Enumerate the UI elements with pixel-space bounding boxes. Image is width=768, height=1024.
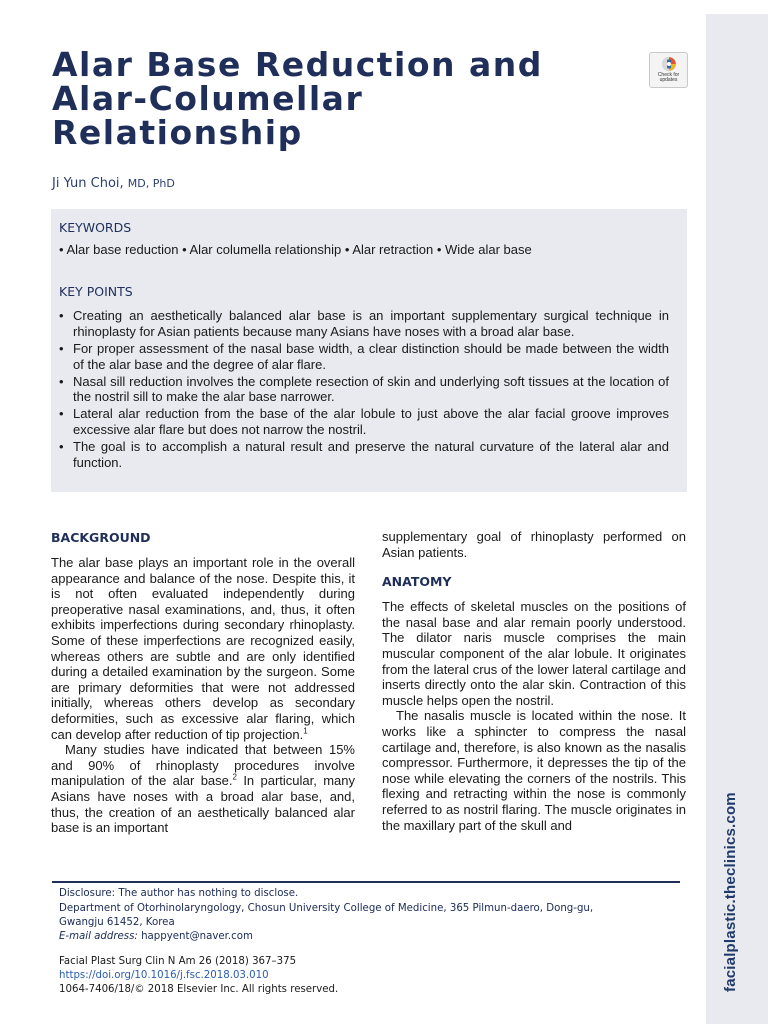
key-point-text: Nasal sill reduction involves the complete resection of skin and underlying soft tissues at the location of the nostril sill to make the alar base narrower. — [73, 373, 669, 405]
footer-divider — [52, 881, 680, 883]
crossmark-icon — [661, 56, 677, 72]
check-for-updates-label: updates — [659, 77, 678, 83]
key-points-list — [59, 308, 669, 472]
bullet: • — [59, 439, 64, 455]
affiliation-text: Department of Otorhinolaryngology, Chosun University College of Medicine, 365 Pilmun-daero, Dong-gu, — [59, 903, 594, 914]
article-title — [52, 45, 652, 152]
doi-link[interactable]: https://doi.org/10.1016/j.fsc.2018.03.010 — [59, 970, 269, 981]
paragraph-text: The alar base plays an important role in the overall appearance and balance of the nose. Despite this, it is not often evaluated independently during preoperative nasal examinations, and, thus, it often exhibits imperfections during secondary rhinoplasty. Some of these imperfections are recognized easily, whereas others are subtle and are only identified during a detailed examination by the surgeon. Some are primary deformities that were not addressed initially, whereas others develop as secondary deformities, such as excessive alar flaring, which can develop after reduction of tip projection. — [51, 555, 355, 742]
left-column — [51, 529, 355, 836]
author-line — [52, 176, 175, 191]
journal-citation: Facial Plast Surg Clin N Am 26 (2018) 367–375 — [59, 956, 297, 967]
paragraph-text: In particular, many Asians have noses with a broad alar base, and, thus, the creation of an aesthetically balanced alar base is an important — [51, 773, 356, 836]
bullet: • — [59, 373, 64, 389]
key-point-text: Creating an aesthetically balanced alar base is an important supplementary surgical technique in rhinoplasty for Asian patients because many Asians have noses with a broad alar base. — [73, 308, 669, 339]
key-points-heading: KEY POINTS — [59, 284, 133, 299]
bullet: • — [59, 308, 64, 323]
author-degrees: MD, PhD — [127, 177, 175, 190]
bullet: • — [59, 406, 64, 422]
keywords-heading: KEYWORDS — [59, 220, 132, 235]
reference-link[interactable]: 2 — [232, 772, 237, 782]
check-for-updates-label: Check for — [657, 72, 680, 78]
reference-link[interactable]: 1 — [303, 726, 308, 736]
background-continued: supplementary goal of rhinoplasty performed on Asian patients. — [382, 529, 686, 560]
keywords-keypoints-box — [51, 209, 687, 492]
journal-site-url[interactable]: facialplastic.theclinics.com — [722, 792, 739, 992]
key-point-text: For proper assessment of the nasal base width, a clear distinction should be made between the width of the alar base and the degree of alar flare. — [73, 340, 669, 372]
background-paragraph — [51, 742, 355, 836]
key-point-text: Lateral alar reduction from the base of the alar lobule to just above the alar facial groove improves excessive alar flare but does not narrow the nostril. — [73, 406, 669, 438]
check-for-updates-button[interactable] — [649, 52, 688, 88]
key-point-item — [59, 439, 669, 471]
key-point-item — [59, 341, 669, 373]
article-title-line: Alar-Columellar — [52, 79, 364, 118]
keywords-list: • Alar base reduction • Alar columella relationship • Alar retraction • Wide alar base — [59, 242, 532, 257]
email-link[interactable]: happyent@naver.com — [137, 931, 253, 942]
article-title-line: Alar Base Reduction and — [52, 45, 543, 84]
email-line — [59, 929, 253, 944]
key-point-text: The goal is to accomplish a natural result and preserve the natural curvature of the lateral alar and function. — [73, 439, 669, 470]
right-column — [382, 529, 686, 833]
paragraph-text: Many studies have indicated that between 15% and 90% of rhinoplasty procedures involve manipulation of the alar base. — [51, 742, 355, 789]
copyright-text: 1064-7406/18/© 2018 Elsevier Inc. All rights reserved. — [59, 984, 339, 995]
key-point-item — [59, 308, 669, 340]
anatomy-paragraph: The effects of skeletal muscles on the positions of the nasal base and alar remain poorly understood. The dilator naris muscle comprises the main muscular component of the alar lobule. It originates from the lateral crus of the lower lateral cartilage and inserts directly onto the alar skin. Contraction of this muscle helps open the nostril. — [382, 599, 686, 708]
bullet: • — [59, 340, 64, 356]
disclosure-text: Disclosure: The author has nothing to disclose. — [59, 888, 299, 899]
key-point-item — [59, 406, 669, 438]
anatomy-heading: ANATOMY — [382, 574, 452, 590]
key-point-item — [59, 374, 669, 406]
background-paragraph — [51, 555, 355, 742]
author-name: Ji Yun Choi, — [52, 176, 124, 191]
article-title-line: Relationship — [52, 113, 303, 152]
background-heading: BACKGROUND — [51, 530, 151, 545]
anatomy-paragraph: The nasalis muscle is located within the nose. It works like a sphincter to compress the nasal cartilage and, therefore, is also known as the nasalis compressor. Furthermore, it depresses the tip of the nose while elevating the corners of the nostrils. This flexing and retracting within the nose is commonly referred to as nostril flaring. The muscle originates in the maxillary part of the skull and — [382, 708, 686, 833]
affiliation-text: Gwangju 61452, Korea — [59, 917, 175, 928]
email-label: E-mail address: — [59, 931, 138, 942]
